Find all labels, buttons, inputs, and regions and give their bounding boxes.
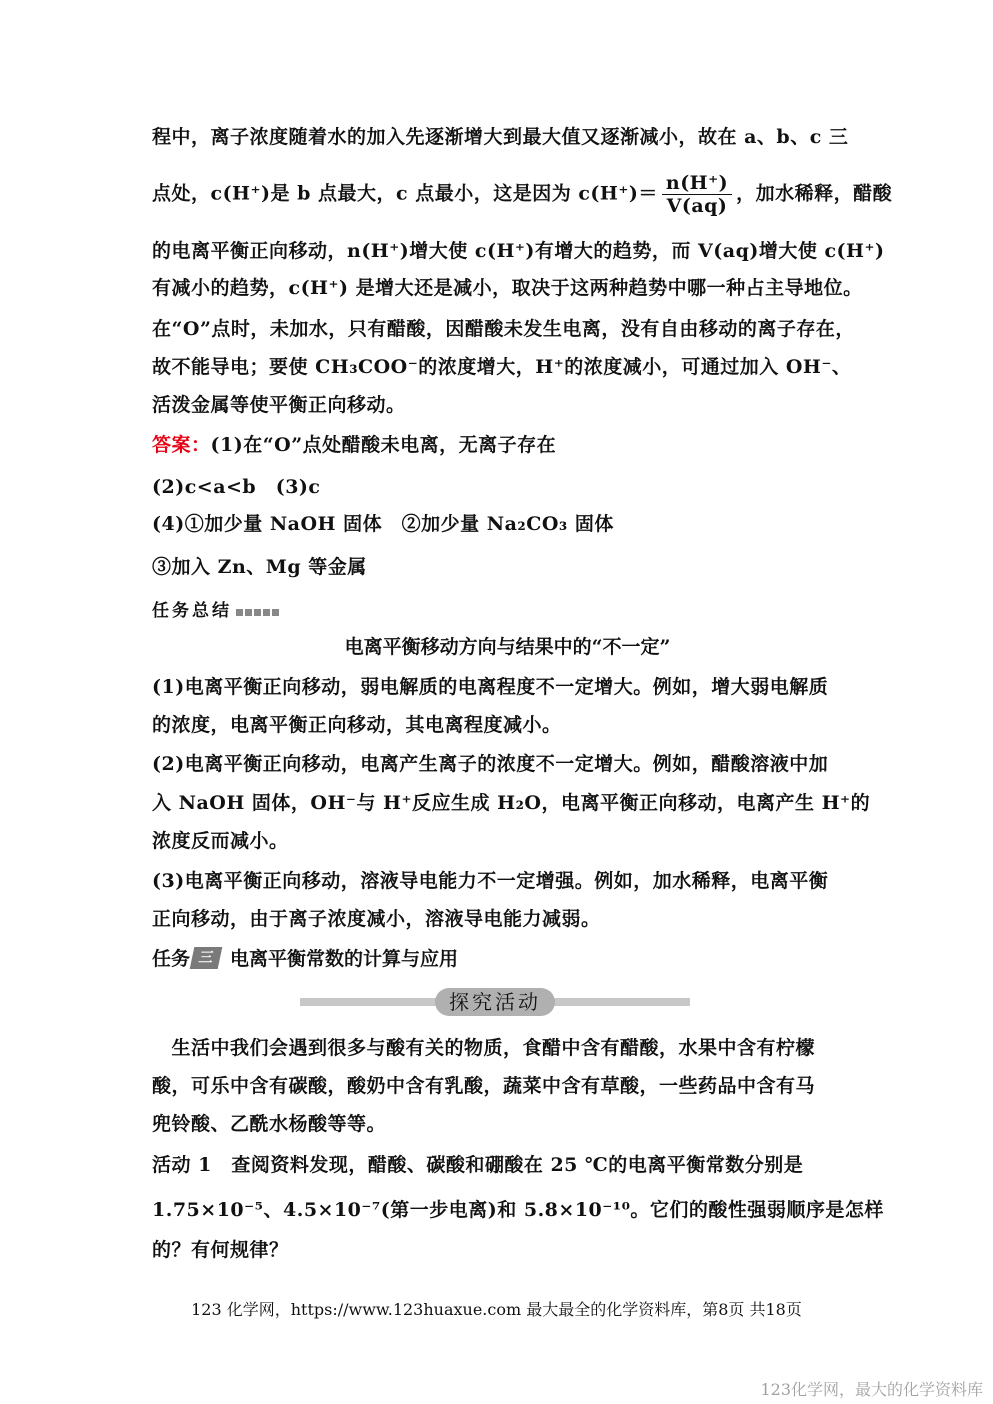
task-summary-text: 任务总结: [152, 601, 232, 621]
answer-line-1: [152, 430, 863, 457]
fraction-numerator: n(H⁺): [662, 172, 732, 195]
text-line: 在“O”点时，未加水，只有醋酸，因醋酸未发生电离，没有自由移动的离子存在，: [152, 318, 855, 340]
text-line: 兜铃酸、乙酰水杨酸等等。: [152, 1113, 387, 1135]
text-line: 浓度反而减小。: [152, 830, 289, 852]
text-line: 生活中我们会遇到很多与酸有关的物质，食醋中含有醋酸，水果中含有柠檬: [152, 1037, 816, 1059]
summary-title: 电离平衡移动方向与结果中的“不一定”: [344, 636, 671, 658]
task-summary-label: [152, 596, 281, 621]
text-line: 程中，离子浓度随着水的加入先逐渐增大到最大值又逐渐减小，故在 a、b、c 三: [152, 126, 849, 148]
text-line: 活泼金属等使平衡正向移动。: [152, 394, 406, 416]
text-line: (2)电离平衡正向移动，电离产生离子的浓度不一定增大。例如，醋酸溶液中加: [152, 753, 829, 775]
text-segment: 点处，c(H⁺)是 b 点最大，c 点最小，这是因为 c(H⁺)＝: [152, 182, 658, 205]
text-line: 故不能导电；要使 CH₃COO⁻的浓度增大，H⁺的浓度减小，可通过加入 OH⁻、: [152, 356, 852, 378]
answer-text: (1)在“O”点处醋酸未电离，无离子存在: [210, 434, 557, 456]
answer-line-5: ③加入 Zn、Mg 等金属: [152, 556, 367, 578]
text-line: (1)电离平衡正向移动，弱电解质的电离程度不一定增大。例如，增大弱电解质: [152, 676, 829, 698]
task3-badge: 三: [190, 947, 223, 969]
squares-decoration: [236, 601, 281, 621]
answer-line-2: (2)c<a<b (3)c: [152, 476, 321, 498]
text-line: 入 NaOH 固体，OH⁻与 H⁺反应生成 H₂O，电离平衡正向移动，电离产生 H⁺的: [152, 792, 871, 814]
text-line: 1.75×10⁻⁵、4.5×10⁻⁷(第一步电离)和 5.8×10⁻¹⁰。它们的酸性强弱顺序是怎样: [152, 1199, 884, 1221]
task3-prefix: 任务: [152, 948, 191, 970]
activity-banner: [300, 988, 690, 1018]
text-line: 有减小的趋势，c(H⁺) 是增大还是减小，取决于这两种趋势中哪一种占主导地位。: [152, 277, 863, 299]
fraction: [662, 172, 732, 217]
page-footer: 123 化学网，https://www.123huaxue.com 最大最全的化学资料库，第8页 共18页: [191, 1300, 802, 1319]
text-line: 的浓度，电离平衡正向移动，其电离程度减小。: [152, 714, 562, 736]
text-line: (3)电离平衡正向移动，溶液导电能力不一定增强。例如，加水稀释，电离平衡: [152, 870, 829, 892]
text-line: 的电离平衡正向移动，n(H⁺)增大使 c(H⁺)有增大的趋势，而 V(aq)增大使 c(H⁺): [152, 240, 885, 262]
text-line: 酸，可乐中含有碳酸，酸奶中含有乳酸，蔬菜中含有草酸，一些药品中含有马: [152, 1075, 816, 1097]
task3-heading: [152, 944, 458, 971]
text-segment: ，加水稀释，醋酸: [736, 182, 893, 205]
watermark: 123化学网，最大的化学资料库: [760, 1380, 983, 1399]
fraction-denominator: V(aq): [666, 195, 728, 217]
text-line-with-fraction: [152, 172, 893, 217]
task3-title: 电离平衡常数的计算与应用: [230, 948, 459, 970]
text-line: 活动 1 查阅资料发现，醋酸、碳酸和硼酸在 25 ℃的电离平衡常数分别是: [152, 1154, 804, 1176]
text-line: 正向移动，由于离子浓度减小，溶液导电能力减弱。: [152, 908, 601, 930]
banner-label: 探究活动: [435, 988, 555, 1016]
answer-line-4: (4)①加少量 NaOH 固体 ②加少量 Na₂CO₃ 固体: [152, 513, 614, 535]
text-line: 的？有何规律？: [152, 1239, 289, 1261]
answer-label: 答案：: [152, 434, 211, 456]
